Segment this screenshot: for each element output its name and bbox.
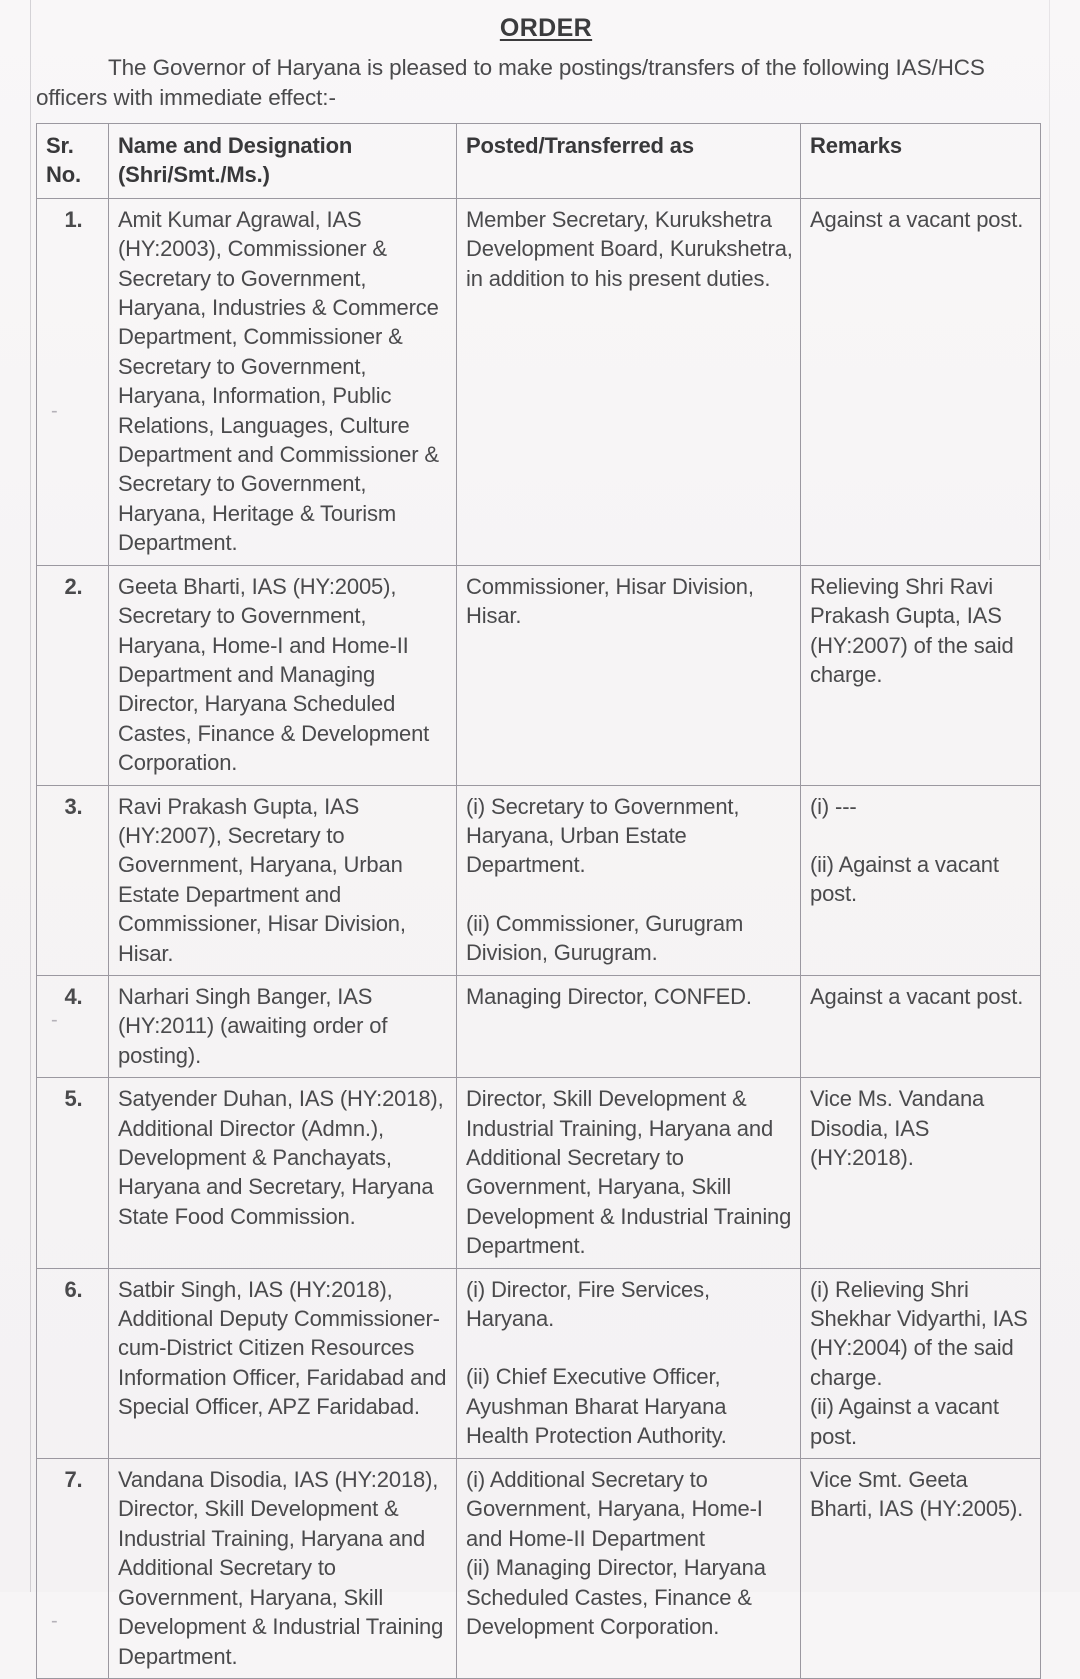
cell-sr-no — [37, 785, 109, 975]
margin-dash-mark: - — [51, 1610, 58, 1633]
page-title-text: ORDER — [499, 14, 593, 42]
remarks-part: (i) --- — [810, 793, 857, 819]
cell-sr-no — [37, 1268, 109, 1458]
paragraph-spacer — [466, 880, 793, 909]
page-title — [34, 0, 1058, 47]
table-row — [37, 1459, 1041, 1679]
cell-sr-no — [37, 565, 109, 785]
posted-part: (ii) Commissioner, Gurugram Division, Gurugram. — [466, 910, 744, 966]
sr-no-value: 1. — [64, 206, 83, 232]
cell-name-designation: Amit Kumar Agrawal, IAS (HY:2003), Commissioner & Secretary to Government, Haryana, Industries & Commerce Department, Commissioner & Secretary to Government, Haryana, Information, Public Relations, Languages, Culture Department and Commissioner & Secretary to Government, Haryana, Heritage & Tourism Department. — [109, 198, 457, 565]
paragraph-spacer — [810, 821, 1033, 850]
remarks-part: (ii) Against a vacant post. — [810, 1394, 999, 1449]
column-header-sr-line2: No. — [46, 162, 81, 188]
remarks-part: (ii) Against a vacant post. — [810, 851, 999, 907]
table-row — [37, 1078, 1041, 1268]
cell-name-designation: Vandana Disodia, IAS (HY:2018), Director, Skill Development & Industrial Training, Haryana and Additional Secretary to Government, Haryana, Skill Development & Industrial Training Department. — [109, 1459, 457, 1679]
cell-remarks: Relieving Shri Ravi Prakash Gupta, IAS (HY:2007) of the said charge. — [801, 565, 1041, 785]
cell-name-designation: Narhari Singh Banger, IAS (HY:2011) (awaiting order of posting). — [109, 975, 457, 1077]
column-header-remarks: Remarks — [801, 124, 1041, 199]
column-header-sr-line1: Sr. — [46, 133, 74, 158]
cell-remarks: Against a vacant post. — [801, 975, 1041, 1077]
cell-remarks — [801, 785, 1041, 975]
cell-posted-transferred: Director, Skill Development & Industrial Training, Haryana and Additional Secretary to Government, Haryana, Skill Development & Industrial Training Department. — [457, 1078, 801, 1268]
posted-part: (ii) Chief Executive Officer, Ayushman Bharat Haryana Health Protection Authority. — [466, 1364, 727, 1449]
table-row — [37, 565, 1041, 785]
column-header-name-line1: Name and Designation — [118, 133, 353, 158]
cell-name-designation: Geeta Bharti, IAS (HY:2005), Secretary to Government, Haryana, Home-I and Home-II Department and Managing Director, Haryana Scheduled Castes, Finance & Development Corporation. — [109, 565, 457, 785]
cell-remarks: Against a vacant post. — [801, 198, 1041, 565]
cell-sr-no — [37, 1459, 109, 1679]
cell-posted-transferred: Member Secretary, Kurukshetra Development Board, Kurukshetra, in addition to his present duties. — [457, 198, 801, 565]
posted-part: (ii) Managing Director, Haryana Scheduled Castes, Finance & Development Corporation. — [466, 1555, 766, 1640]
table-body — [37, 198, 1041, 1678]
posted-part: (i) Director, Fire Services, Haryana. — [466, 1276, 710, 1332]
cell-name-designation: Satbir Singh, IAS (HY:2018), Additional Deputy Commissioner-cum-District Citizen Resources Information Officer, Faridabad and Special Officer, APZ Faridabad. — [109, 1268, 457, 1458]
remarks-part: (i) Relieving Shri Shekhar Vidyarthi, IAS (HY:2004) of the said charge. — [810, 1276, 1028, 1390]
margin-dash-mark: - — [51, 1008, 58, 1031]
cell-sr-no — [37, 1078, 109, 1268]
sr-no-value: 7. — [64, 1467, 83, 1493]
intro-paragraph: The Governor of Haryana is pleased to make postings/transfers of the following IAS/HCS officers with immediate effect:- — [36, 55, 985, 110]
postings-transfers-table — [36, 123, 1041, 1679]
column-header-name-line2: (Shri/Smt./Ms.) — [118, 162, 270, 188]
cell-sr-no — [37, 975, 109, 1077]
sr-no-value: 4. — [64, 983, 83, 1009]
table-row — [37, 1268, 1041, 1458]
table-header-row — [37, 124, 1041, 199]
cell-name-designation: Ravi Prakash Gupta, IAS (HY:2007), Secretary to Government, Haryana, Urban Estate Department and Commissioner, Hisar Division, Hisar. — [109, 785, 457, 975]
sr-no-value: 3. — [64, 793, 83, 819]
margin-dash-mark: - — [51, 399, 58, 422]
cell-name-designation: Satyender Duhan, IAS (HY:2018), Additional Director (Admn.), Development & Panchayats, Haryana and Secretary, Haryana State Food Commission. — [109, 1078, 457, 1268]
column-header-posted-transferred: Posted/Transferred as — [457, 124, 801, 199]
column-header-name-designation — [109, 124, 457, 199]
cell-posted-transferred — [457, 1459, 801, 1679]
cell-remarks: Vice Smt. Geeta Bharti, IAS (HY:2005). — [801, 1459, 1041, 1679]
posted-part: (i) Additional Secretary to Government, Haryana, Home-I and Home-II Department — [466, 1467, 763, 1551]
paragraph-spacer — [466, 1333, 793, 1362]
cell-posted-transferred — [457, 785, 801, 975]
cell-posted-transferred: Commissioner, Hisar Division, Hisar. — [457, 565, 801, 785]
column-header-sr-no — [37, 124, 109, 199]
cell-sr-no — [37, 198, 109, 565]
cell-remarks: Vice Ms. Vandana Disodia, IAS (HY:2018). — [801, 1078, 1041, 1268]
cell-posted-transferred: Managing Director, CONFED. — [457, 975, 801, 1077]
table-row — [37, 975, 1041, 1077]
table-row — [37, 785, 1041, 975]
sr-no-value: 2. — [64, 573, 83, 599]
table-row — [37, 198, 1041, 565]
posted-part: (i) Secretary to Government, Haryana, Urban Estate Department. — [466, 793, 740, 878]
cell-remarks — [801, 1268, 1041, 1458]
sr-no-value: 6. — [64, 1276, 83, 1302]
sr-no-value: 5. — [64, 1086, 83, 1112]
cell-posted-transferred — [457, 1268, 801, 1458]
